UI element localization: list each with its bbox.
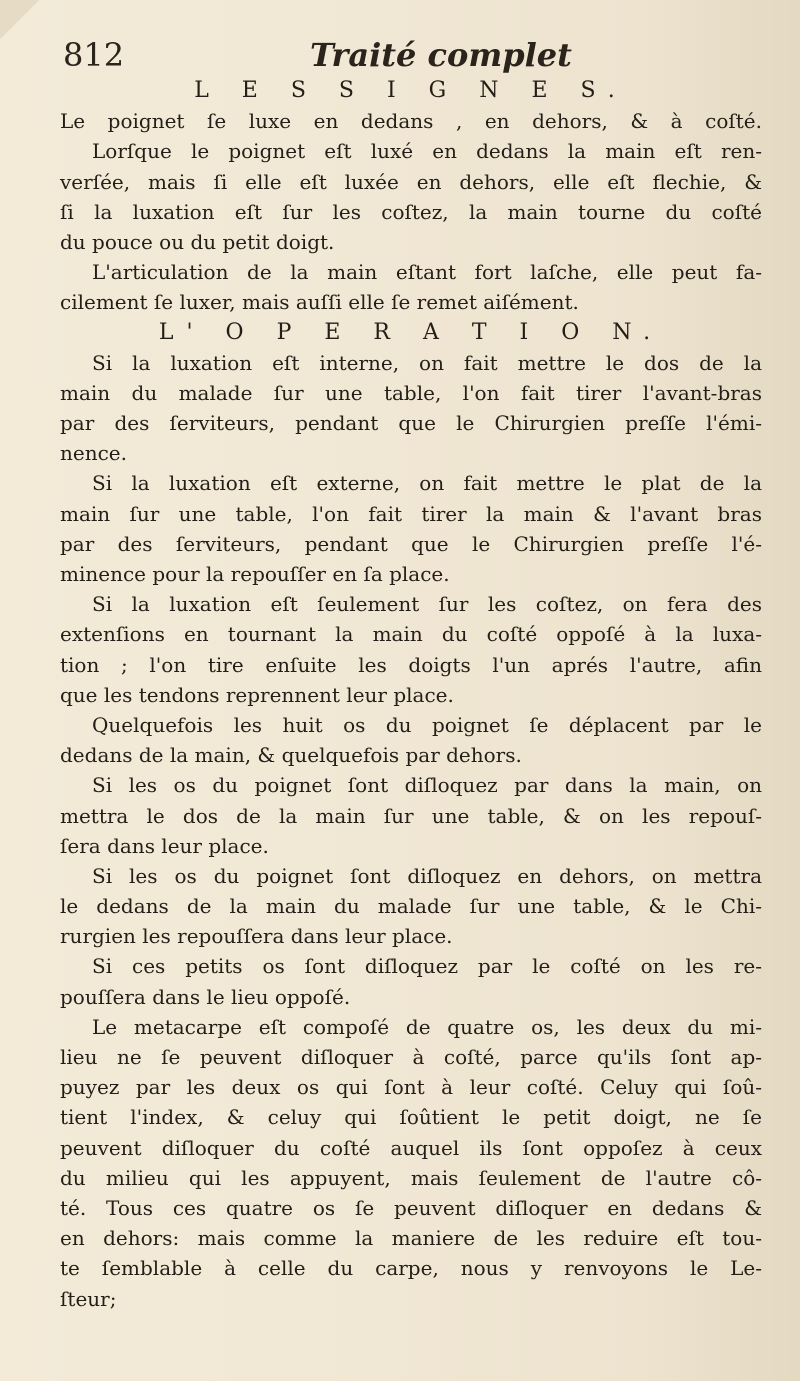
- section-heading-operation: L' O P E R A T I O N.: [158, 319, 664, 345]
- text-line: tion ; l'on tire enſuite les doigts l'un aprés l'autre, afin: [60, 652, 762, 677]
- text-line: du pouce ou du petit doigt.: [60, 229, 335, 254]
- text-line: ſera dans leur place.: [60, 833, 269, 858]
- text-line: peuvent diſloquer du coſté auquel ils ſont oppoſez à ceux: [60, 1135, 762, 1160]
- text-line: Si la luxation eſt interne, on fait mettre le dos de la: [92, 350, 762, 375]
- text-line: minence pour la repouſſer en ſa place.: [60, 562, 450, 586]
- page-corner-fold: [0, 0, 40, 40]
- text-line: main du malade ſur une table, l'on fait tirer l'avant-bras: [60, 380, 762, 405]
- text-line: dedans de la main, & quelquefois par dehors.: [60, 743, 522, 768]
- text-line: par des ſerviteurs, pendant que le Chirurgien preſſe l'é-: [60, 531, 762, 556]
- text-line: Si les os du poignet ſont diſloquez en dehors, on mettra: [92, 863, 762, 888]
- text-line: par des ſerviteurs, pendant que le Chirurgien preſſe l'émi-: [60, 411, 762, 436]
- text-line: Si les os du poignet ſont diſloquez par dans la main, on: [92, 773, 762, 798]
- text-line: puyez par les deux os qui ſont à leur coſté. Celuy qui ſoû-: [60, 1075, 762, 1100]
- text-line: Si la luxation eſt externe, on fait mettre le plat de la: [92, 471, 762, 496]
- text-line: Quelquefois les huit os du poignet ſe déplacent par le: [92, 712, 762, 737]
- text-line: Si ces petits os ſont diſloquez par le coſté on les re-: [92, 954, 762, 979]
- text-line: main ſur une table, l'on fait tirer la main & l'avant bras: [60, 501, 762, 526]
- body-text: [60, 76, 762, 1314]
- text-line: le dedans de la main du malade ſur une table, & le Chi-: [60, 894, 762, 919]
- text-line: tient l'index, & celuy qui ſoûtient le petit doigt, ne ſe: [60, 1105, 762, 1130]
- text-line: que les tendons reprennent leur place.: [60, 682, 454, 707]
- section-heading-signes: L E S S I G N E S.: [194, 78, 628, 103]
- text-line: lieu ne ſe peuvent diſloquer à coſté, parce qu'ils ſont ap-: [60, 1045, 762, 1069]
- text-line: te ſemblable à celle du carpe, nous y renvoyons le Le-: [60, 1256, 762, 1281]
- running-title: Traité complet: [310, 36, 572, 74]
- text-line: extenſions en tournant la main du coſté oppoſé à la luxa-: [60, 622, 762, 647]
- text-line: cilement ſe luxer, mais auſſi elle ſe remet aiſément.: [60, 290, 579, 315]
- text-line: Le poignet ſe luxe en dedans , en dehors, & à coſté.: [60, 109, 762, 134]
- text-line: ſteur;: [60, 1286, 117, 1311]
- text-line: rurgien les repouſſera dans leur place.: [60, 924, 453, 949]
- text-line: en dehors: mais comme la maniere de les reduire eſt tou-: [60, 1226, 762, 1251]
- text-line: du milieu qui les appuyent, mais ſeulement de l'autre cô-: [60, 1165, 762, 1190]
- text-line: mettra le dos de la main ſur une table, & on les repouſ-: [60, 803, 762, 828]
- text-line: L'articulation de la main eſtant fort laſche, elle peut fa-: [92, 260, 762, 285]
- text-line: ſi la luxation eſt ſur les coſtez, la main tourne du coſté: [60, 199, 762, 224]
- text-line: verſée, mais ſi elle eſt luxée en dehors, elle eſt flechie, &: [60, 169, 762, 194]
- page-number: 812: [63, 36, 125, 74]
- text-line: té. Tous ces quatre os ſe peuvent diſloquer en dedans &: [60, 1195, 762, 1220]
- text-line: pouſſera dans le lieu oppoſé.: [60, 984, 351, 1009]
- text-line: Lorſque le poignet eſt luxé en dedans la main eſt ren-: [92, 139, 762, 164]
- text-line: nence.: [60, 441, 127, 466]
- text-line: Le metacarpe eſt compoſé de quatre os, les deux du mi-: [92, 1014, 762, 1039]
- text-line: Si la luxation eſt ſeulement ſur les coſtez, on fera des: [92, 592, 762, 617]
